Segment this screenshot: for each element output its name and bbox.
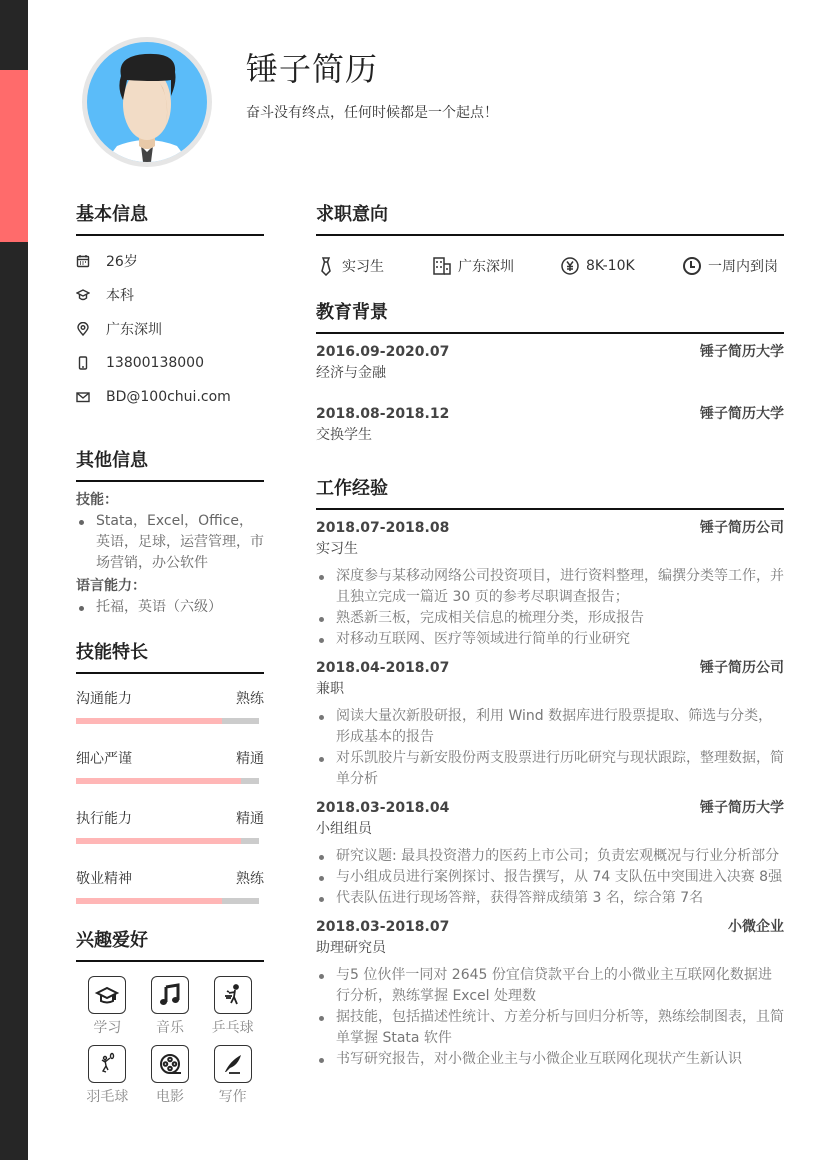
skill-communication	[76, 682, 264, 742]
entry-org: 锤子简历公司	[700, 660, 784, 676]
entry-role: 小组组员	[316, 821, 372, 837]
hobbies-title: 兴趣爱好	[76, 926, 264, 962]
education-title: 教育背景	[316, 298, 784, 334]
entry-bullets	[316, 706, 784, 790]
intent-availability	[682, 256, 778, 276]
skill-progress-bar	[76, 778, 259, 784]
hobby-label: 电影	[155, 1089, 184, 1105]
entry-date: 2018.04-2018.07	[316, 660, 450, 676]
intent-position-value: 实习生	[342, 259, 384, 275]
info-phone	[76, 346, 264, 380]
hobby-film	[139, 1045, 202, 1106]
location-pin-icon	[76, 322, 106, 336]
entry-bullet: 与5 位伙伴一同对 2645 份宜信贷款平台上的小微业主互联网化数据进行分析，熟练掌握 Excel 处理数	[316, 965, 784, 1007]
yen-icon	[560, 256, 580, 276]
entry-bullet: 熟悉新三板，完成相关信息的梳理分类，形成报告	[316, 608, 784, 629]
entry-major: 经济与金融	[316, 365, 386, 381]
hobby-label: 学习	[93, 1020, 122, 1036]
other-info-title: 其他信息	[76, 446, 264, 482]
intent-salary	[560, 256, 682, 276]
entry-org: 锤子简历大学	[700, 344, 784, 360]
language-list	[76, 597, 264, 618]
work-entry	[316, 798, 784, 909]
entry-major: 交换学生	[316, 427, 372, 443]
skill-name: 敬业精神	[76, 871, 132, 887]
info-location-value: 广东深圳	[106, 322, 162, 338]
entry-bullet: 与小组成员进行案例探讨、报告撰写，从 74 支队伍中突围进入决赛 8强	[316, 867, 784, 888]
avatar	[82, 37, 212, 167]
entry-bullet: 对乐凯胶片与新安股份两支股票进行历叱研究与现状跟踪，整理数据，简单分析	[316, 748, 784, 790]
entry-bullet: 代表队伍进行现场答辩，获得答辩成绩第 3 名，综合第 7名	[316, 888, 784, 909]
entry-org: 锤子简历大学	[700, 800, 784, 816]
work-title: 工作经验	[316, 474, 784, 510]
work-entry	[316, 518, 784, 650]
left-column	[76, 200, 264, 1106]
hobby-label: 音乐	[155, 1020, 184, 1036]
skill-level: 精通	[236, 811, 264, 827]
music-icon	[151, 976, 189, 1014]
info-email-value[interactable]: BD@100chui.com	[106, 389, 231, 405]
study-icon	[88, 976, 126, 1014]
entry-org: 锤子简历公司	[700, 520, 784, 536]
language-label: 语言能力：	[76, 578, 146, 594]
entry-bullets	[316, 965, 784, 1070]
entry-org: 小微企业	[728, 919, 784, 935]
education-entry	[316, 342, 784, 384]
skill-meticulous	[76, 742, 264, 802]
skill-level: 精通	[236, 751, 264, 767]
entry-role: 实习生	[316, 541, 358, 557]
intent-city-value: 广东深圳	[458, 259, 514, 275]
phone-icon	[76, 356, 106, 370]
hobby-label: 写作	[218, 1089, 247, 1105]
hobby-music	[139, 976, 202, 1037]
entry-bullet: 研究议题: 最具投资潜力的医药上市公司；负责宏观概况与行业分析部分	[316, 846, 784, 867]
resume-motto: 奋斗没有终点，任何时候都是一个起点！	[246, 105, 498, 121]
job-intent-row	[316, 244, 784, 288]
skill-level: 熟练	[236, 691, 264, 707]
entry-bullets	[316, 846, 784, 909]
intent-salary-value: 8K-10K	[586, 258, 635, 274]
entry-bullet: 据技能，包括描述性统计、方差分析与回归分析等，熟练绘制图表，且简单掌握 Stata 软件	[316, 1007, 784, 1049]
skill-dedication	[76, 862, 264, 922]
hobby-ping-pong	[201, 976, 264, 1037]
entry-bullet: 书写研究报告，对小微企业主与小微企业互联网化现状产生新认识	[316, 1049, 784, 1070]
avatar-person-icon	[87, 42, 207, 162]
info-email	[76, 380, 264, 414]
skill-progress-fill	[76, 778, 241, 784]
skill-name: 执行能力	[76, 811, 132, 827]
info-degree	[76, 278, 264, 312]
education-entry	[316, 404, 784, 446]
badminton-icon	[88, 1045, 126, 1083]
hobby-label: 羽毛球	[86, 1089, 129, 1105]
skills-label: 技能：	[76, 492, 118, 508]
entry-role: 助理研究员	[316, 940, 386, 956]
hobby-study	[76, 976, 139, 1037]
entry-bullets	[316, 566, 784, 650]
info-degree-value: 本科	[106, 288, 134, 304]
skill-progress-fill	[76, 838, 241, 844]
resume-name: 锤子简历	[246, 50, 379, 88]
entry-bullet: 深度参与某移动网络公司投资项目，进行资料整理，编撰分类等工作，并且独立完成一篇近 30 页的参考尽职调查报告；	[316, 566, 784, 608]
work-entry	[316, 917, 784, 1070]
calendar-icon	[76, 254, 106, 268]
skill-name: 细心严谨	[76, 751, 132, 767]
clock-icon	[682, 256, 702, 276]
skill-progress-bar	[76, 898, 259, 904]
skill-progress-bar	[76, 718, 259, 724]
hobby-badminton	[76, 1045, 139, 1106]
tie-icon	[316, 256, 336, 276]
skill-strengths-title: 技能特长	[76, 638, 264, 674]
skill-execution	[76, 802, 264, 862]
entry-bullet: 对移动互联网、医疗等领域进行简单的行业研究	[316, 629, 784, 650]
info-age-value: 26岁	[106, 254, 138, 270]
skill-name: 沟通能力	[76, 691, 132, 707]
mail-icon	[76, 390, 106, 404]
entry-date: 2018.03-2018.04	[316, 800, 450, 816]
basic-info-title: 基本信息	[76, 200, 264, 236]
entry-role: 兼职	[316, 681, 344, 697]
skill-progress-bar	[76, 838, 259, 844]
entry-date: 2018.08-2018.12	[316, 406, 450, 422]
right-column	[316, 200, 784, 1070]
info-age	[76, 244, 264, 278]
hobby-writing	[201, 1045, 264, 1106]
entry-date: 2016.09-2020.07	[316, 344, 450, 360]
skill-progress-fill	[76, 898, 222, 904]
info-location	[76, 312, 264, 346]
ping-pong-icon	[214, 976, 252, 1014]
info-phone-value[interactable]: 13800138000	[106, 355, 204, 371]
entry-bullet: 阅读大量次新股研报，利用 Wind 数据库进行股票提取、筛选与分类，形成基本的报告	[316, 706, 784, 748]
hobbies-grid	[76, 976, 264, 1106]
skill-level: 熟练	[236, 871, 264, 887]
entry-org: 锤子简历大学	[700, 406, 784, 422]
skill-progress-fill	[76, 718, 222, 724]
sidebar-accent-bar	[0, 70, 28, 242]
intent-city	[432, 256, 560, 276]
job-intent-title: 求职意向	[316, 200, 784, 236]
language-item: 托福，英语（六级）	[76, 597, 264, 618]
entry-date: 2018.07-2018.08	[316, 520, 450, 536]
skills-item: Stata，Excel，Office，英语，足球，运营管理，市场营销，办公软件	[76, 511, 264, 574]
intent-availability-value: 一周内到岗	[708, 259, 778, 275]
intent-position	[316, 256, 432, 276]
film-reel-icon	[151, 1045, 189, 1083]
entry-date: 2018.03-2018.07	[316, 919, 450, 935]
building-icon	[432, 256, 452, 276]
graduation-cap-icon	[76, 288, 106, 302]
skills-list	[76, 511, 264, 574]
quill-icon	[214, 1045, 252, 1083]
work-entry	[316, 658, 784, 790]
hobby-label: 乒乓球	[211, 1020, 254, 1036]
